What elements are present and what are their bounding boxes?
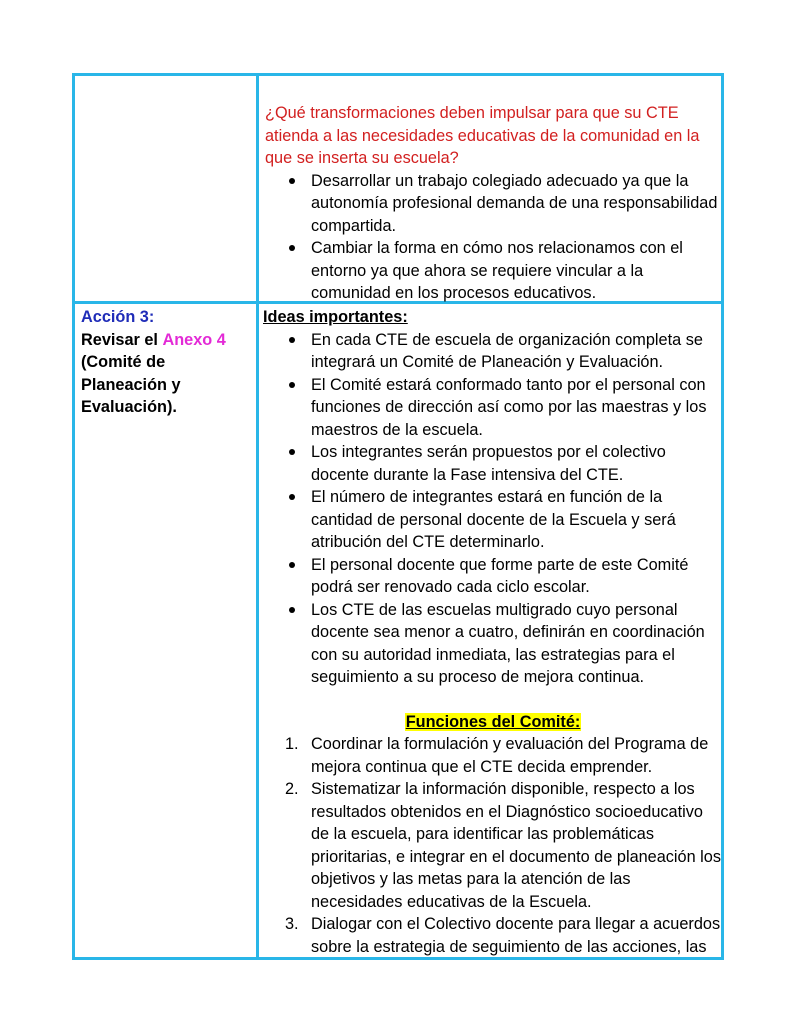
item-text: Dialogar con el Colectivo docente para llegar a acuerdos sobre la estrategia de seguimiento de las acciones, las <box>311 915 721 956</box>
list-item: Los integrantes serán propuestos por el colectivo docente durante la Fase intensiva del CTE. <box>311 441 721 486</box>
item-number: 2. <box>285 780 299 798</box>
list-item: Los CTE de las escuelas multigrado cuyo personal docente sea menor a cuatro, definirán en coordinación con su autoridad inmediata, las estrategias para el seguimiento a su proceso de mejora continua. <box>311 599 721 689</box>
accion-label: Acción 3: <box>81 308 155 326</box>
row2-right-cell <box>265 306 721 958</box>
list-item: En cada CTE de escuela de organización completa se integrará un Comité de Planeación y Evaluación. <box>311 329 721 374</box>
list-item: El número de integrantes estará en función de la cantidad de personal docente de la Escuela y será atribución del CTE determinarlo. <box>311 486 721 554</box>
funciones-heading-wrap <box>265 711 721 734</box>
revisar-prefix: Revisar el <box>81 330 158 349</box>
list-item: El Comité estará conformado tanto por el personal con funciones de dirección así como por las maestras y los maestros de la escuela. <box>311 374 721 442</box>
anexo-label: Anexo 4 <box>162 330 226 349</box>
list-item <box>285 778 721 913</box>
column-divider <box>256 76 259 957</box>
list-item <box>285 733 721 778</box>
comite-text: (Comité de Planeación y Evaluación). <box>81 353 181 416</box>
list-item: El personal docente que forme parte de este Comité podrá ser renovado cada ciclo escolar. <box>311 554 721 599</box>
ideas-heading: Ideas importantes: <box>263 308 408 326</box>
list-item: Desarrollar un trabajo colegiado adecuado ya que la autonomía profesional demanda de una responsabilidad compartida. <box>311 170 721 238</box>
funciones-numbered-list <box>265 733 721 958</box>
row1-right-cell <box>265 102 721 305</box>
item-text: Sistematizar la información disponible, respecto a los resultados obtenidos en el Diagnóstico socioeducativo de la escuela, para identificar las problemáticas prioritarias, e integrar en el documento de planeación los objetivos y las metas para la atención de las necesidades educativas de la Escuela. <box>311 780 721 911</box>
row2-left-cell <box>81 306 251 419</box>
question-text: ¿Qué transformaciones deben impulsar para que su CTE atienda a las necesidades educativas de la comunidad en la que se inserta su escuela? <box>265 104 700 167</box>
list-item: Cambiar la forma en cómo nos relacionamos con el entorno ya que ahora se requiere vincular a la comunidad en los procesos educativos. <box>311 237 721 305</box>
row1-bullet-list <box>265 170 721 305</box>
funciones-heading: Funciones del Comité: <box>405 712 581 731</box>
item-text: Coordinar la formulación y evaluación del Programa de mejora continua que el CTE decida emprender. <box>311 735 709 776</box>
item-number: 3. <box>285 915 299 933</box>
list-item <box>285 913 721 958</box>
content-table <box>72 73 724 960</box>
item-number: 1. <box>285 735 299 753</box>
ideas-bullet-list <box>265 329 721 689</box>
